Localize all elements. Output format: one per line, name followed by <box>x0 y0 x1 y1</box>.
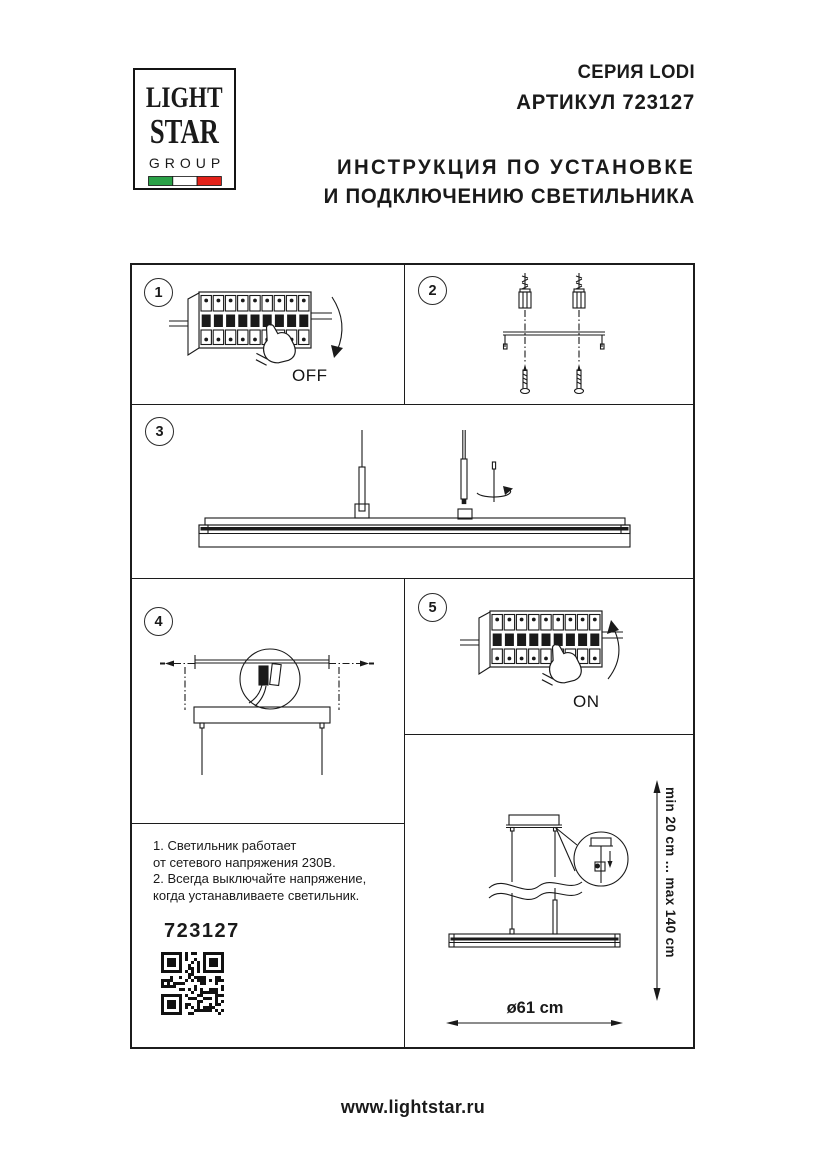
footer-url: www.lightstar.ru <box>340 1097 486 1117</box>
logo-word-light: LIGHT <box>146 81 223 114</box>
step-2-badge: 2 <box>418 276 447 305</box>
article-number-header: АРТИКУЛ 723127 <box>516 91 695 114</box>
step-1-panel <box>132 265 405 405</box>
italian-flag-icon <box>148 176 222 186</box>
arrow-down-icon <box>331 345 343 358</box>
screw-right-icon <box>360 661 369 667</box>
height-range-label: min 20 cm ... max 140 cm <box>663 787 678 958</box>
step-5-badge: 5 <box>418 593 447 622</box>
instruction-title-line1: ИНСТРУКЦИЯ ПО УСТАНОВКЕ <box>337 156 695 179</box>
note-line: от сетевого напряжения 230В. <box>153 854 336 870</box>
header-title-block <box>278 62 695 209</box>
ceiling-mount-diagram <box>132 579 403 822</box>
step-4-badge: 4 <box>144 607 173 636</box>
dim-arrow-left-icon <box>446 1020 458 1026</box>
step-1-badge: 1 <box>144 278 173 307</box>
lightstar-logo <box>133 68 236 190</box>
step-4-panel <box>132 579 405 824</box>
step-5-panel <box>405 579 693 735</box>
width-label: ø61 cm <box>506 999 564 1017</box>
safety-notes <box>153 838 398 904</box>
screw-left-icon <box>165 661 174 667</box>
steps-grid <box>130 263 695 1049</box>
rotate-arrow-icon <box>503 486 513 495</box>
qr-code <box>161 952 224 1015</box>
dimensions-panel <box>405 735 693 1047</box>
dim-arrow-down-icon <box>654 988 661 1001</box>
off-label: OFF <box>292 366 328 385</box>
note-line: 2. Всегда выключайте напряжение, <box>153 871 367 886</box>
note-line: когда устанавливаете светильник. <box>153 887 360 903</box>
logo-word-group: GROUP <box>148 155 226 171</box>
fixture-bar-diagram <box>132 405 693 577</box>
dim-arrow-up-icon <box>654 780 661 793</box>
notes-panel <box>132 824 405 1047</box>
breaker-on-diagram <box>405 579 693 733</box>
breaker-off-diagram <box>132 265 403 402</box>
article-number: 723127 <box>164 920 240 942</box>
on-label: ON <box>573 692 600 711</box>
step-3-panel <box>132 405 693 579</box>
mounting-hardware-diagram <box>405 265 693 402</box>
step-3-badge: 3 <box>145 417 174 446</box>
instruction-title-line2: И ПОДКЛЮЧЕНИЮ СВЕТИЛЬНИКА <box>323 185 695 208</box>
dim-arrow-right-icon <box>611 1020 623 1026</box>
logo-word-star: STAR <box>150 112 219 151</box>
step-2-panel <box>405 265 693 405</box>
series-name: СЕРИЯ LODI <box>577 62 695 83</box>
note-line: 1. Светильник работает <box>153 838 297 853</box>
